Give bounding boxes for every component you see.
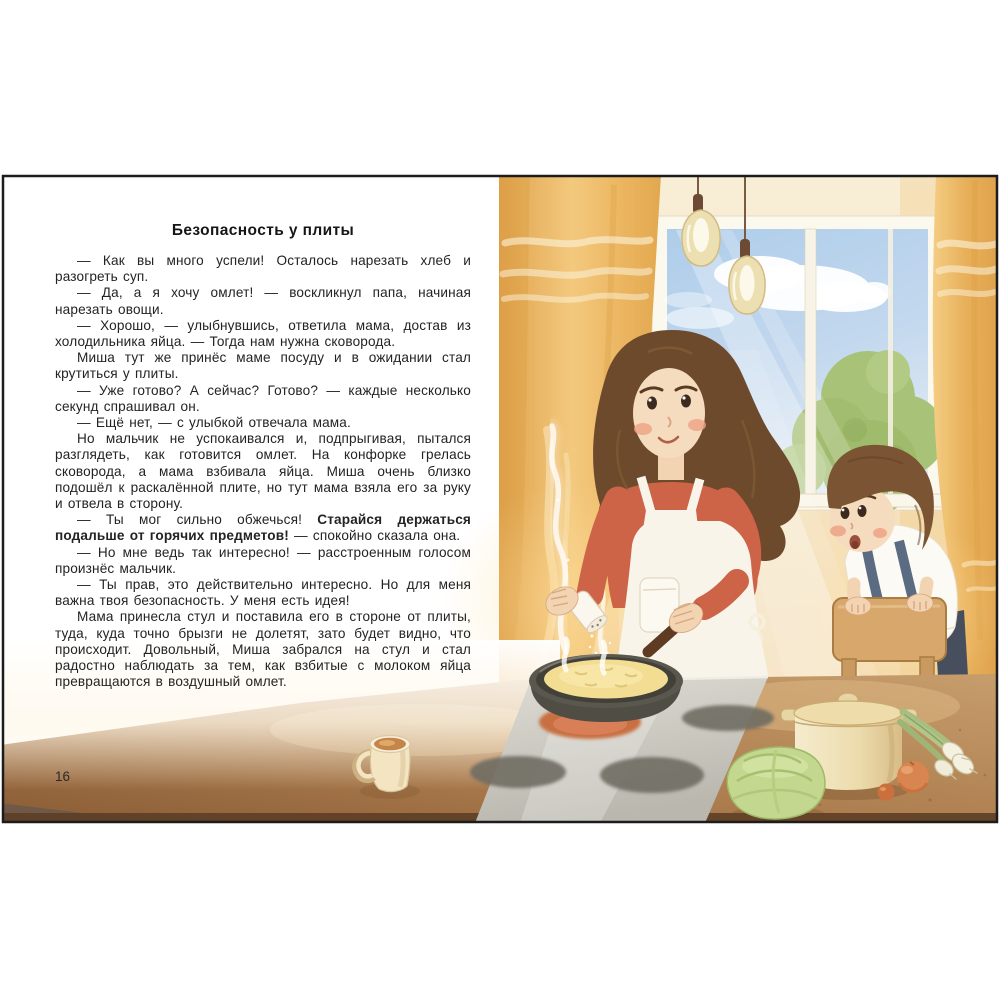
story-paragraph: Но мальчик не успокаивался и, подпрыгивая, пытался разглядеть, как готовится омлет. На конфорке грелась сковорода, а мама взбивала яйца. Миша очень близко подошёл к раскалённой плите, но тут мама взяла его за руку и отвела в сторону. [55,431,471,512]
mother-face [633,368,705,458]
small-vegetable [878,784,895,801]
story-paragraph: Мама принесла стул и поставила его в стороне от плиты, туда, куда точно брызги не долетят, зато будет видно, что происходит. Довольный, Миша забрался на стул и стал радостно наблюдать за тем, как взбитые с молоком яйца превращаются в воздушный омлет. [55,609,471,690]
story-text [55,253,471,690]
story-paragraph: — Ты прав, это действительно интересно. Но для меня важна твоя безопасность. У меня есть идея! [55,577,471,609]
story-paragraph: — Ты мог сильно обжечься! Старайся держаться подальше от горячих предметов! — спокойно сказала она. [55,512,472,544]
story-paragraph: — Как вы много успели! Осталось нарезать хлеб и разогреть суп. [55,253,471,285]
story-paragraph: — Ещё нет, — с улыбкой отвечала мама. [77,415,351,431]
story-paragraph: Миша тут же принёс маме посуду и в ожидании стал крутиться у плиты. [55,350,471,382]
story-paragraph: — Но мне ведь так интересно! — расстроенным голосом произнёс мальчик. [55,544,471,576]
story-paragraph: — Хорошо, — улыбнувшись, ответила мама, достав из холодильника яйца. — Тогда нам нужна сковорода. [55,317,471,350]
story-paragraph: — Да, а я хочу омлет! — воскликнул папа, начиная нарезать овощи. [55,285,471,317]
cabbage [727,747,826,824]
page-title: Безопасность у плиты [171,222,355,239]
text-column [55,222,471,690]
page-number: 16 [55,769,71,784]
story-paragraph: — Уже готово? А сейчас? Готово? — каждые несколько секунд спрашивал он. [55,382,471,414]
